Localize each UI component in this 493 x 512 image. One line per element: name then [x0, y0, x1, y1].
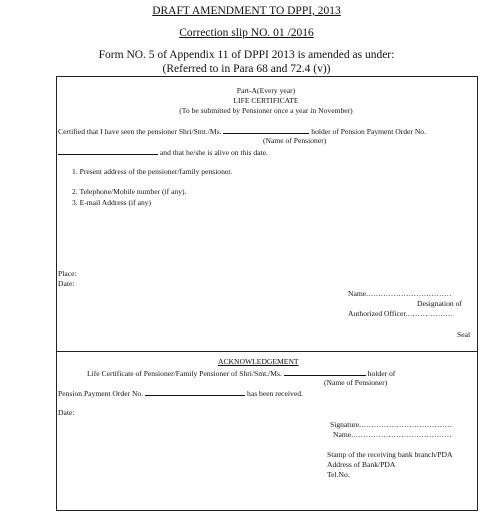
certified-line [58, 126, 426, 136]
ack-name-label: Name.………………………………… [333, 430, 452, 439]
list-item: 2. Telephone/Mobile number (if any). [72, 187, 187, 196]
life-certificate-heading: LIFE CERTIFICATE [233, 96, 299, 105]
ppo-number-blank[interactable] [58, 147, 158, 155]
list-item: 1. Present address of the pensioner/family pensioner. [72, 167, 233, 176]
ack-address-line: Address of Bank/PDA [327, 460, 396, 469]
ack-tel-line: Tel.No. [327, 470, 350, 479]
document-title: DRAFT AMENDMENT TO DPPI, 2013 [152, 5, 341, 17]
ack-name-of-pensioner-caption: (Name of Pensioner) [324, 378, 388, 387]
ack-stamp-line: Stamp of the receiving bank branch/PDA [327, 450, 453, 459]
list-item: 3. E-mail Address (if any) [72, 198, 152, 207]
ack-pensioner-name-blank[interactable] [284, 368, 366, 376]
ack-signature-label: Signature.……………………………… [330, 420, 453, 429]
seal-label: Seal [457, 330, 471, 339]
ack-ppo-blank[interactable] [145, 388, 245, 396]
date-label: Date: [58, 279, 75, 288]
place-label: Place: [58, 269, 77, 278]
pensioner-name-blank[interactable] [223, 126, 309, 134]
acknowledgement-heading: ACKNOWLEDGEMENT [218, 357, 299, 366]
alive-text: and that he/she is alive on this date. [159, 148, 268, 157]
designation-label: Designation of [417, 299, 462, 308]
authorized-officer-label: Authorized Officer.……………… [348, 309, 453, 318]
referred-line: (Referred to in Para 68 and 72.4 (v)) [162, 63, 331, 75]
form-amendment-line: Form NO. 5 of Appendix 11 of DPPI 2013 is amended as under: [98, 49, 395, 61]
ack-life-cert-text: Life Certificate of Pensioner/Family Pensioner of Shri/Smt./Ms. [87, 369, 282, 378]
ack-life-cert-line [87, 368, 395, 378]
correction-slip: Correction slip NO. 01 /2016 [179, 27, 314, 39]
ack-ppo-line [58, 388, 303, 398]
ack-received-text: has been received. [247, 389, 303, 398]
ack-holder-of: holder of [367, 369, 396, 378]
officer-name-label: Name.…………………………… [348, 289, 452, 298]
part-a-label: Part-A(Every year) [236, 86, 296, 95]
ack-date-label: Date: [58, 408, 75, 417]
holder-text: holder of Pension Payment Order No. [311, 127, 426, 136]
certified-text: Certified that I have seen the pensioner Shri/Smt./Ms. [58, 127, 222, 136]
name-of-pensioner-caption: (Name of Pensioner) [263, 136, 327, 145]
ack-ppo-text: Pension Payment Order No. [58, 389, 144, 398]
section-divider [56, 351, 477, 352]
alive-line [58, 147, 268, 157]
life-certificate-subheading: (To be submitted by Pensioner once a year in November) [179, 106, 353, 115]
